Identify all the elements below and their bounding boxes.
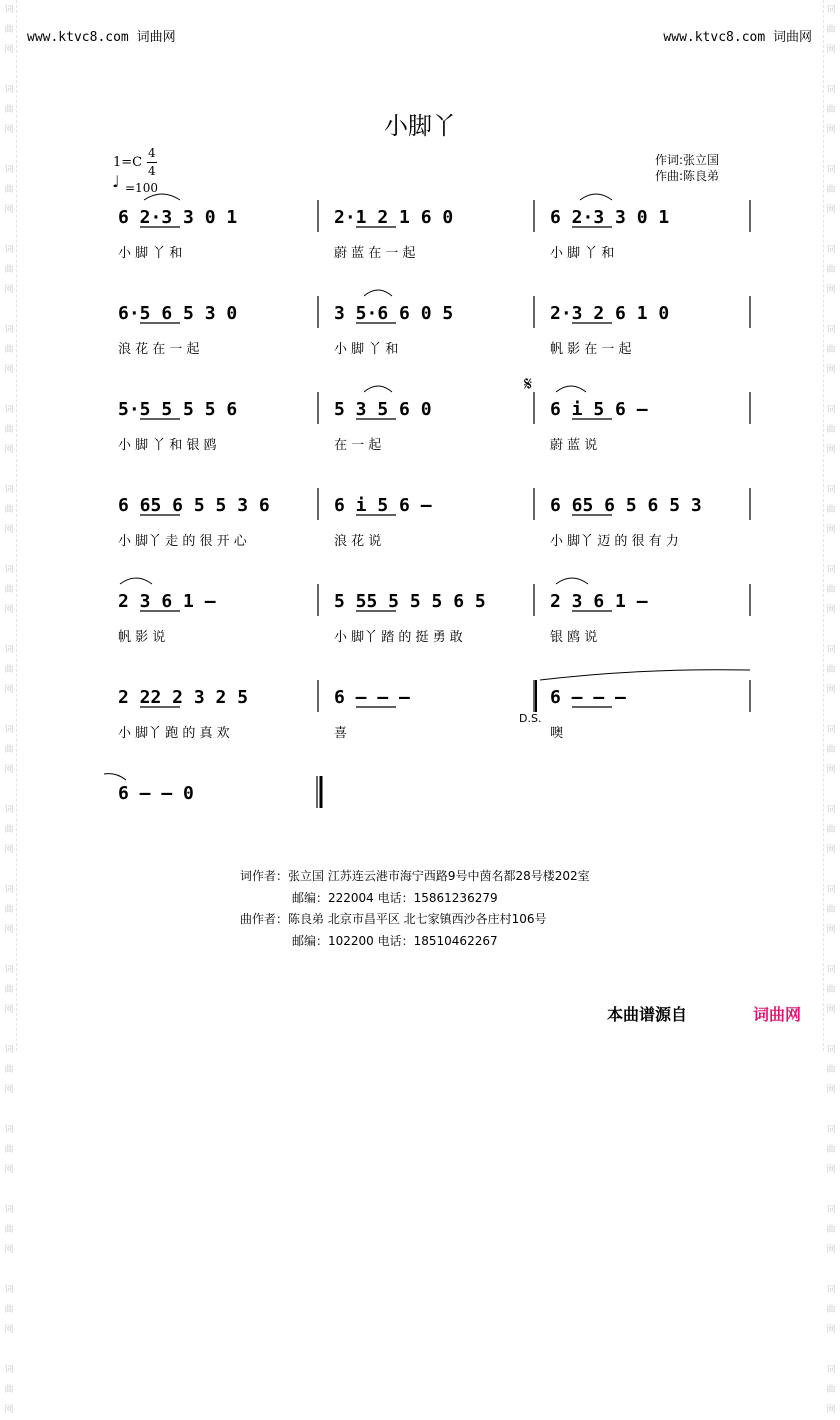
measure-lyrics: 小 脚丫 走 的 很 开 心	[118, 534, 247, 549]
time-signature-bottom: 4	[148, 164, 156, 178]
measure-notes: 5·5 5 5 5 6	[118, 399, 238, 420]
right-edge-watermark: 词 曲 网 词 曲 网 词 曲 网 词 曲 网 词 曲 网 词 曲 网 词 曲 网 词 曲 网 词 曲 网 词 曲 网 词 曲 网 词 曲 网 词 曲 网 词 曲 网 词 曲 网 词 曲 网 词 曲 网 词 曲 网	[823, 0, 838, 1051]
footer-lyricist-contact: 邮编：222004 电话：15861236279	[292, 891, 498, 905]
measure-notes: 6·5 6 5 3 0	[118, 303, 238, 324]
tie-from-previous-line	[104, 774, 126, 780]
slur	[144, 194, 180, 200]
measure-lyrics: 帆 影 在 一 起	[550, 342, 632, 357]
time-signature-top: 4	[148, 146, 156, 160]
measure-lyrics: 帆 影 说	[118, 630, 166, 645]
tempo-marking: =100	[125, 181, 158, 195]
measure-lyrics: 小 脚 丫 和	[118, 246, 183, 261]
header-site-right[interactable]: www.ktvc8.com 词曲网	[663, 30, 812, 45]
measure-notes: 5 55 5 5 5 6 5	[334, 591, 486, 612]
measure-notes: 2·3 2 6 1 0	[550, 303, 670, 324]
measure-lyrics: 银 鸥 说	[550, 630, 598, 645]
song-title: 小脚丫	[384, 112, 456, 140]
measure-lyrics: 噢	[550, 726, 564, 741]
key-signature: 1=C	[113, 155, 143, 170]
measure-lyrics: 浪 花 说	[334, 534, 382, 549]
slur	[556, 386, 586, 392]
measure-lyrics: 蔚 蓝 在 一 起	[334, 246, 416, 261]
measure-notes: 2 3 6 1 –	[118, 591, 216, 612]
slur	[364, 386, 392, 392]
measure-notes: 2 3 6 1 –	[550, 591, 648, 612]
measure-notes: 6 – – –	[550, 687, 626, 708]
measure-notes: 6 – – 0	[118, 783, 194, 804]
measure-notes: 6 65 6 5 5 3 6	[118, 495, 270, 516]
measure-lyrics: 小 脚 丫 和 银 鸥	[118, 438, 217, 453]
measure-lyrics: 在 一 起	[334, 438, 382, 453]
footer-lyricist-line: 词作者：张立国 江苏连云港市海宁西路9号中茵名都28号楼202室	[240, 869, 590, 883]
measure-notes: 3 5·6 6 0 5	[334, 303, 454, 324]
measure-notes: 6 2·3 3 0 1	[118, 207, 238, 228]
measure-lyrics: 小 脚 丫 和	[550, 246, 615, 261]
left-edge-watermark: 词 曲 网 词 曲 网 词 曲 网 词 曲 网 词 曲 网 词 曲 网 词 曲 网 词 曲 网 词 曲 网 词 曲 网 词 曲 网 词 曲 网 词 曲 网 词 曲 网 词 曲 网 词 曲 网 词 曲 网 词 曲 网	[2, 0, 17, 1051]
measure-lyrics: 小 脚丫 踏 的 挺 勇 敢	[334, 630, 463, 645]
measure-notes: 2·1 2 1 6 0	[334, 207, 454, 228]
measure-lyrics: 小 脚丫 跑 的 真 欢	[118, 726, 230, 741]
measure-lyrics: 小 脚丫 迈 的 很 有 力	[550, 534, 679, 549]
slur	[556, 578, 588, 584]
measure-notes: 5 3 5 6 0	[334, 399, 432, 420]
source-brand-link[interactable]: 词曲网	[753, 1005, 802, 1024]
slur	[364, 290, 392, 296]
header-site-left[interactable]: www.ktvc8.com 词曲网	[27, 30, 176, 45]
dal-segno: D.S.	[519, 712, 542, 725]
measure-notes: 2 22 2 3 2 5	[118, 687, 249, 708]
measure-lyrics: 喜	[334, 726, 348, 741]
tie-to-next-line	[540, 670, 750, 680]
footer-composer-contact: 邮编：102200 电话：18510462267	[292, 934, 498, 948]
slur	[120, 578, 152, 584]
measure-notes: 6 65 6 5 6 5 3	[550, 495, 702, 516]
lyricist-credit: 作词:张立国	[655, 153, 720, 167]
slur	[580, 194, 612, 200]
segno-sign: 𝄋	[524, 373, 533, 395]
measure-lyrics: 小 脚 丫 和	[334, 342, 399, 357]
measure-notes: 6 i 5 6 –	[334, 495, 432, 516]
composer-credit: 作曲:陈良弟	[655, 169, 720, 183]
measure-notes: 6 – – –	[334, 687, 410, 708]
source-label: 本曲谱源自	[607, 1005, 688, 1024]
footer-composer-line: 曲作者：陈良弟 北京市昌平区 北七家镇西沙各庄村106号	[240, 912, 547, 926]
quarter-note-icon: ♩	[112, 172, 120, 191]
measure-lyrics: 蔚 蓝 说	[550, 438, 598, 453]
measure-notes: 6 i 5 6 –	[550, 399, 648, 420]
measure-notes: 6 2·3 3 0 1	[550, 207, 670, 228]
measure-lyrics: 浪 花 在 一 起	[118, 342, 200, 357]
